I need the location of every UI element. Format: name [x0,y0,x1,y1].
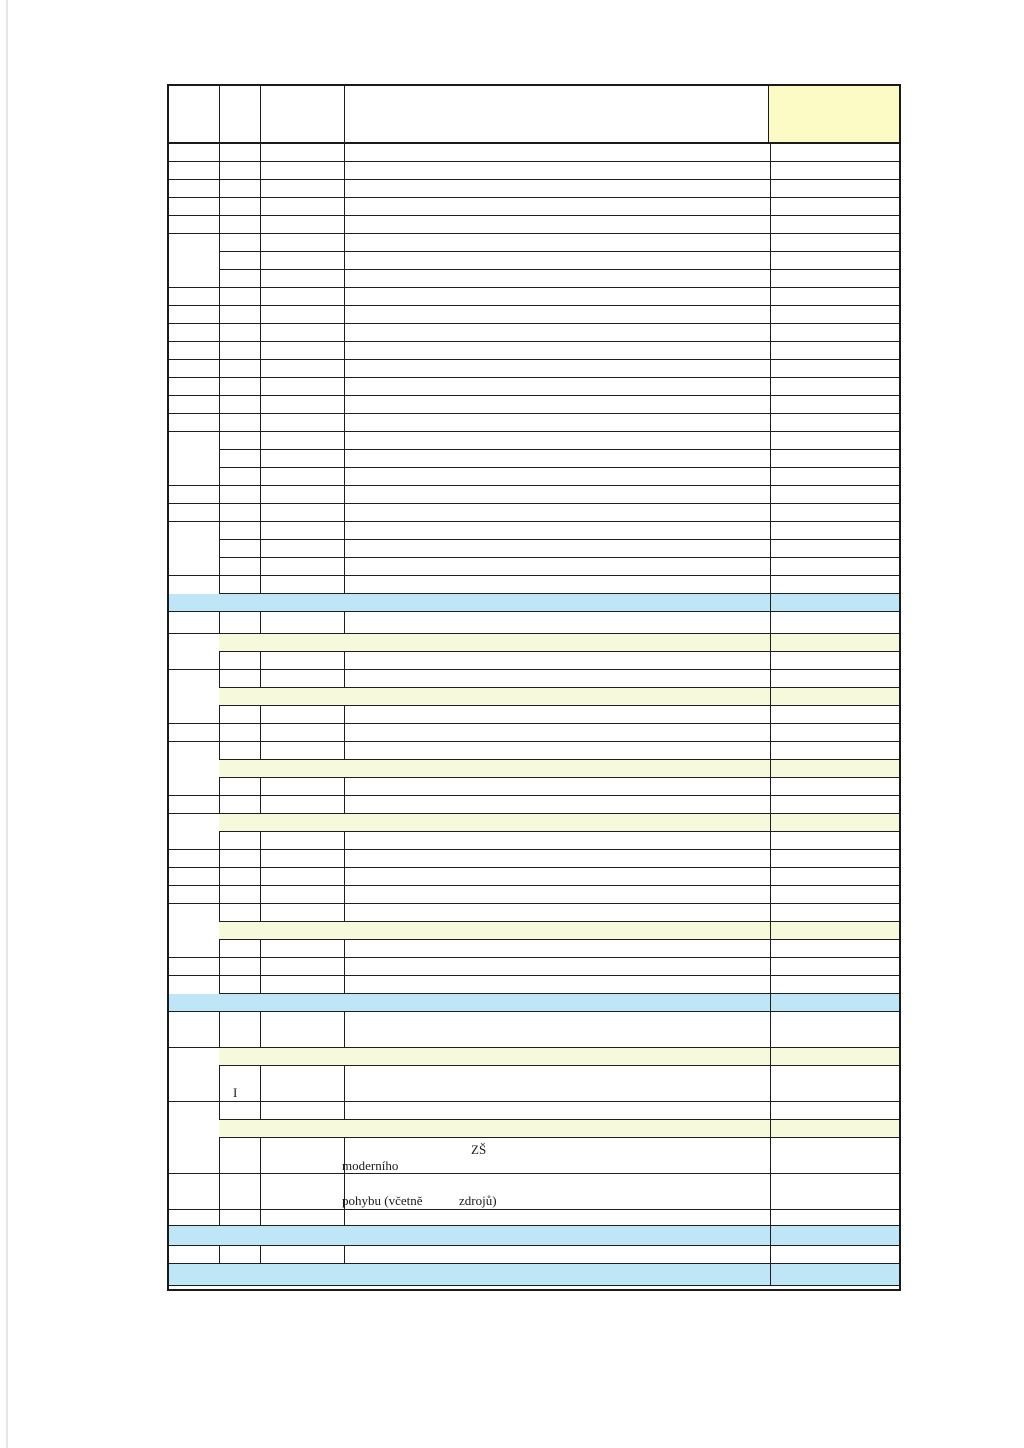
amount-divider [770,670,771,688]
table-row [169,778,899,796]
col-divider [260,252,261,270]
col-divider [219,378,220,396]
table-row [169,850,899,868]
table-row [169,886,899,904]
table-header-row [169,86,899,144]
header-amount-cell [768,86,899,142]
table-row [169,360,899,378]
col-divider [260,940,261,958]
col-divider [219,724,220,742]
amount-divider [770,522,771,540]
table-row [219,760,899,778]
table-row [169,324,899,342]
col-divider [260,1174,261,1210]
col-divider [260,706,261,724]
col-divider [344,216,345,234]
table-row [219,234,899,252]
col-divider [344,252,345,270]
col-divider [219,252,220,270]
col-divider [260,270,261,288]
amount-divider [770,504,771,522]
amount-divider [770,414,771,432]
col-divider [344,378,345,396]
amount-divider [770,796,771,814]
col-divider [219,270,220,288]
amount-divider [770,886,771,904]
table-row [169,1226,899,1246]
table-row [169,1138,899,1174]
col-divider [219,450,220,468]
amount-divider [770,360,771,378]
amount-divider [770,832,771,850]
col-divider [260,360,261,378]
col-divider [260,324,261,342]
amount-divider [770,558,771,576]
amount-divider [770,216,771,234]
table-row [169,612,899,634]
amount-divider [770,540,771,558]
col-divider [260,742,261,760]
col-divider [344,652,345,670]
amount-divider [770,288,771,306]
col-divider [219,216,220,234]
col-divider [260,904,261,922]
col-divider [219,432,220,450]
amount-divider [770,976,771,994]
col-divider [260,1138,261,1174]
amount-divider [770,486,771,504]
col-divider [219,288,220,306]
amount-divider [770,724,771,742]
table-row [219,522,899,540]
amount-divider [770,958,771,976]
table-row [219,670,899,688]
col-divider [260,1066,261,1102]
amount-divider [770,1138,771,1174]
table-row [169,216,899,234]
amount-divider [770,234,771,252]
col-divider [219,1174,220,1210]
col-divider [219,832,220,850]
table-row [169,144,899,162]
amount-divider [770,688,771,706]
table-row [169,1174,899,1210]
amount-divider [770,994,771,1012]
col-divider [344,522,345,540]
col-divider [219,558,220,576]
col-divider [219,162,220,180]
col-divider [219,504,220,522]
amount-divider [770,594,771,612]
table-row [169,180,899,198]
amount-divider [770,778,771,796]
col-divider [219,652,220,670]
col-divider [219,522,220,540]
col-divider [344,724,345,742]
col-divider [219,796,220,814]
col-divider [219,670,220,688]
table-row [169,378,899,396]
col-divider [344,868,345,886]
col-divider [219,486,220,504]
col-divider [260,1012,261,1048]
col-divider [260,832,261,850]
amount-divider [770,1264,771,1286]
table-row [219,688,899,706]
table-row [169,1246,899,1264]
zs-label: ZŠ [471,1142,487,1157]
table-row [169,396,899,414]
amount-divider [770,378,771,396]
table-row [169,504,899,522]
col-divider [344,850,345,868]
amount-divider [770,396,771,414]
table-row [219,904,899,922]
amount-divider [770,252,771,270]
col-divider [219,886,220,904]
col-divider [344,778,345,796]
col-divider [219,396,220,414]
table-row [169,1066,899,1102]
col-divider [260,1246,261,1264]
col-divider [219,324,220,342]
amount-divider [770,306,771,324]
amount-divider [770,1226,771,1246]
col-divider [219,976,220,994]
col-divider [344,904,345,922]
amount-divider [770,1048,771,1066]
col-divider [344,468,345,486]
col-divider [219,540,220,558]
table-row [219,576,899,594]
col-divider [344,414,345,432]
col-divider [344,796,345,814]
table-row [169,486,899,504]
col-divider [344,706,345,724]
table-row [169,832,899,850]
table-row [219,634,899,652]
amount-divider [770,270,771,288]
col-divider [344,198,345,216]
table-row [169,270,899,288]
col-divider [219,904,220,922]
table-row [169,1264,899,1286]
table-row [169,468,899,486]
text-pohybu: pohybu (včetně [342,1193,423,1208]
col-divider [219,180,220,198]
col-divider [344,670,345,688]
col-divider [344,940,345,958]
header-col-divider-3 [344,86,345,144]
col-divider [260,576,261,594]
col-divider [260,868,261,886]
table-row [219,1102,899,1120]
col-divider [219,342,220,360]
col-divider [344,1012,345,1048]
amount-divider [770,940,771,958]
col-divider [260,1102,261,1120]
amount-divider [770,1120,771,1138]
col-divider [260,450,261,468]
table-row [169,724,899,742]
amount-divider [770,432,771,450]
col-divider [344,324,345,342]
col-divider [344,540,345,558]
col-divider [260,724,261,742]
table-row [219,922,899,940]
col-divider [260,796,261,814]
col-divider [260,432,261,450]
table-row [169,162,899,180]
col-divider [260,216,261,234]
col-divider [260,162,261,180]
text-zdroju: zdrojů) [459,1193,497,1208]
amount-divider [770,198,771,216]
amount-divider [770,868,771,886]
col-divider [260,540,261,558]
col-divider [344,180,345,198]
col-divider [260,342,261,360]
col-divider [219,1210,220,1226]
col-divider [219,234,220,252]
col-divider [219,742,220,760]
col-divider [260,234,261,252]
col-divider [219,576,220,594]
table-row [169,868,899,886]
col-divider [344,1210,345,1226]
table-row [219,1120,899,1138]
amount-divider [770,1102,771,1120]
amount-divider [770,612,771,634]
col-divider [219,1246,220,1264]
scan-edge [6,0,8,1448]
col-divider [260,180,261,198]
amount-divider [770,180,771,198]
table-row [169,1210,899,1226]
index-mark: I [233,1085,238,1100]
table-row [169,288,899,306]
col-divider [219,414,220,432]
col-divider [260,288,261,306]
col-divider [344,360,345,378]
header-col-divider-2 [260,86,261,144]
amount-divider [770,706,771,724]
col-divider [344,958,345,976]
table-row [169,958,899,976]
col-divider [219,360,220,378]
amount-divider [770,742,771,760]
amount-divider [770,144,771,162]
col-divider [219,1138,220,1174]
col-divider [219,706,220,724]
col-divider [219,468,220,486]
table-row [219,450,899,468]
col-divider [344,342,345,360]
amount-divider [770,904,771,922]
table-row [169,558,899,576]
col-divider [260,306,261,324]
table-row [219,432,899,450]
col-divider [260,378,261,396]
amount-divider [770,1210,771,1226]
amount-divider [770,468,771,486]
table-row [169,594,899,612]
col-divider [260,414,261,432]
col-divider [219,940,220,958]
amount-divider [770,1246,771,1264]
col-divider [260,778,261,796]
col-divider [344,576,345,594]
col-divider [260,886,261,904]
col-divider [344,234,345,252]
col-divider [344,742,345,760]
col-divider [344,450,345,468]
col-divider [344,162,345,180]
col-divider [260,652,261,670]
table-row [219,814,899,832]
col-divider [219,306,220,324]
col-divider [260,486,261,504]
col-divider [260,612,261,634]
col-divider [260,144,261,162]
col-divider [219,850,220,868]
amount-divider [770,1066,771,1102]
col-divider [260,958,261,976]
col-divider [344,886,345,904]
col-divider [260,1210,261,1226]
col-divider [260,504,261,522]
col-divider [344,306,345,324]
col-divider [260,396,261,414]
col-divider [260,976,261,994]
table-row [219,742,899,760]
col-divider [219,1102,220,1120]
form-table [167,84,901,1291]
table-row [169,940,899,958]
col-divider [344,270,345,288]
col-divider [219,1066,220,1102]
col-divider [344,1066,345,1102]
table-row [169,652,899,670]
table-row [169,1012,899,1048]
amount-divider [770,760,771,778]
col-divider [260,468,261,486]
amount-divider [770,922,771,940]
col-divider [344,832,345,850]
col-divider [219,144,220,162]
amount-divider [770,450,771,468]
col-divider [344,558,345,576]
table-row [169,306,899,324]
table-row [219,976,899,994]
col-divider [344,144,345,162]
col-divider [344,288,345,306]
table-row [169,342,899,360]
amount-divider [770,634,771,652]
amount-divider [770,1012,771,1048]
col-divider [219,612,220,634]
table-row [169,414,899,432]
col-divider [344,504,345,522]
col-divider [260,198,261,216]
amount-divider [770,652,771,670]
amount-divider [770,814,771,832]
table-row [219,1048,899,1066]
col-divider [219,198,220,216]
col-divider [344,976,345,994]
col-divider [344,1102,345,1120]
col-divider [344,612,345,634]
col-divider [344,432,345,450]
amount-divider [770,576,771,594]
col-divider [260,850,261,868]
col-divider [260,558,261,576]
col-divider [344,486,345,504]
col-divider [344,396,345,414]
col-divider [219,958,220,976]
col-divider [219,868,220,886]
table-row [219,540,899,558]
text-moderniho: moderního [342,1158,399,1173]
col-divider [344,1246,345,1264]
table-row [219,252,899,270]
col-divider [219,778,220,796]
amount-divider [770,850,771,868]
amount-divider [770,324,771,342]
header-col-divider-1 [219,86,220,144]
table-row [169,994,899,1012]
table-row [169,706,899,724]
amount-divider [770,1174,771,1210]
col-divider [260,670,261,688]
amount-divider [770,162,771,180]
table-row [169,796,899,814]
table-row [169,198,899,216]
col-divider [260,522,261,540]
col-divider [219,1012,220,1048]
amount-divider [770,342,771,360]
